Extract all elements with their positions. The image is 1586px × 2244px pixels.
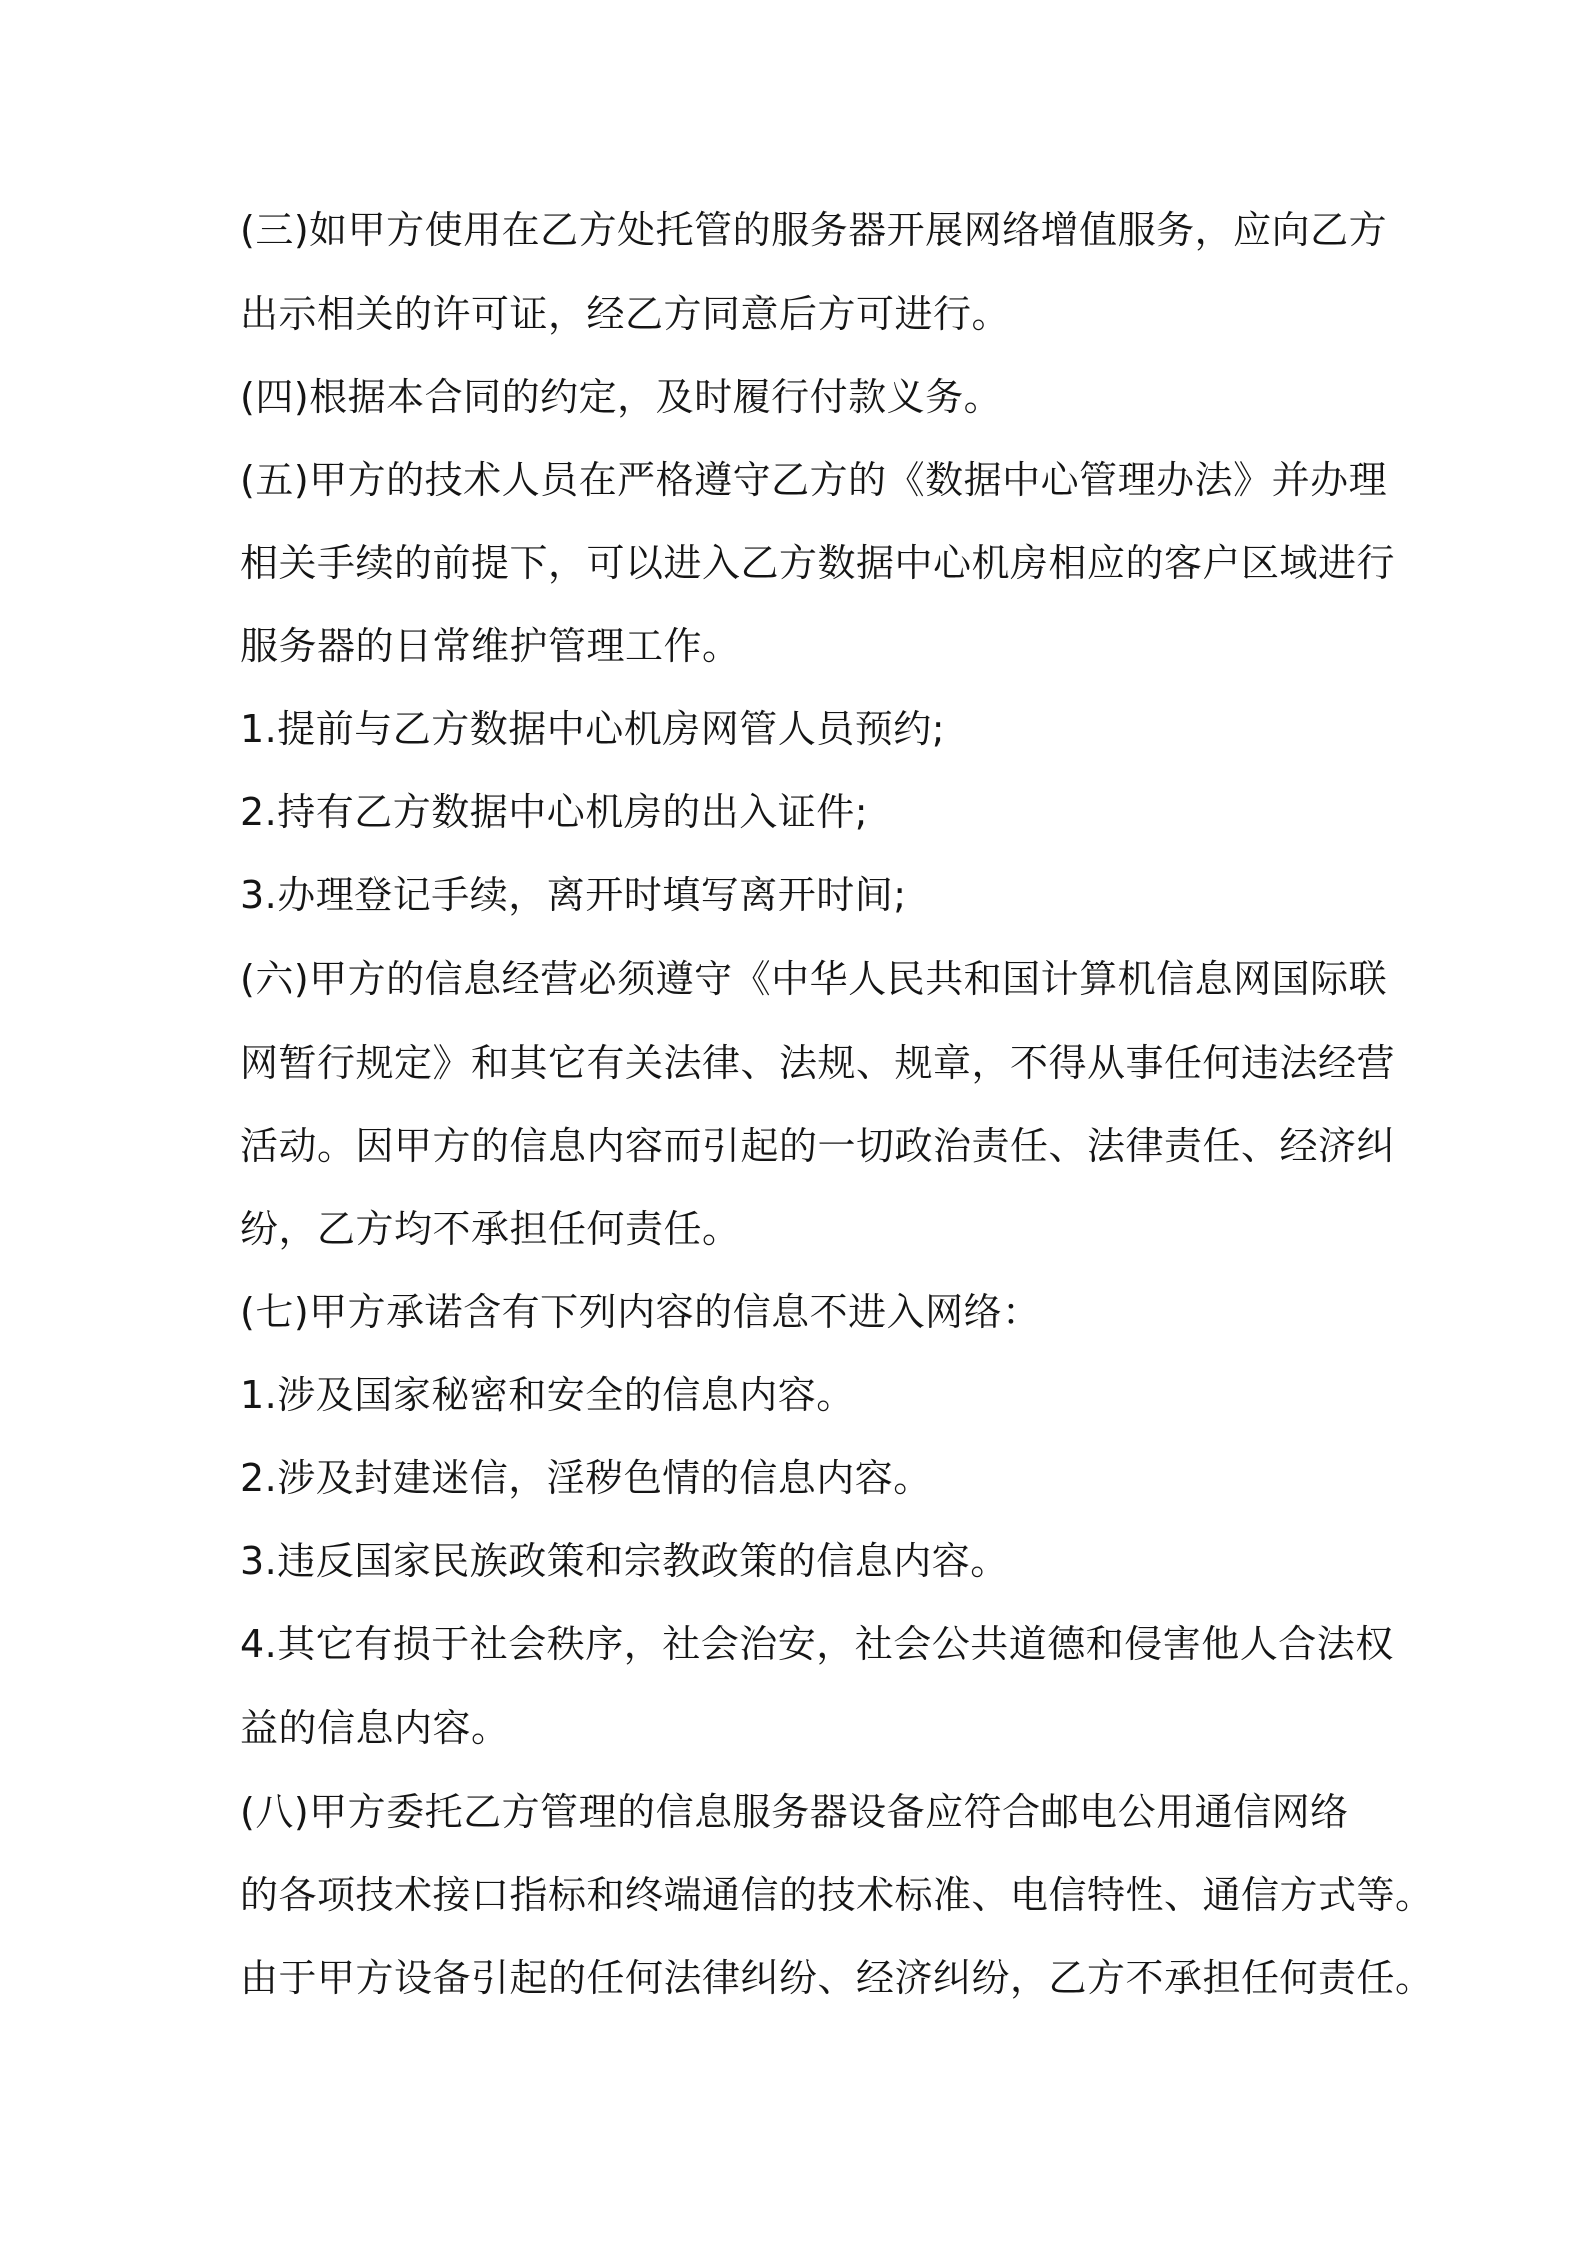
paragraph-7-line-1: (七)甲方承诺含有下列内容的信息不进入网络： bbox=[240, 1290, 1041, 1334]
list-item-5-2: 2.持有乙方数据中心机房的出入证件; bbox=[240, 790, 869, 834]
list-item-5-3: 3.办理登记手续，离开时填写离开时间; bbox=[240, 873, 907, 917]
paragraph-8-line-2: 的各项技术接口指标和终端通信的技术标准、电信特性、通信方式等。 bbox=[240, 1873, 1434, 1917]
document-page bbox=[240, 0, 1434, 2244]
paragraph-5-line-2: 相关手续的前提下，可以进入乙方数据中心机房相应的客户区域进行 bbox=[240, 541, 1396, 585]
list-item-7-2: 2.涉及封建迷信，淫秽色情的信息内容。 bbox=[240, 1456, 932, 1500]
list-item-7-3: 3.违反国家民族政策和宗教政策的信息内容。 bbox=[240, 1539, 1009, 1583]
paragraph-3-line-2: 出示相关的许可证，经乙方同意后方可进行。 bbox=[240, 292, 1011, 336]
paragraph-8-line-1: (八)甲方委托乙方管理的信息服务器设备应符合邮电公用通信网络 bbox=[240, 1790, 1349, 1834]
paragraph-6-line-3: 活动。因甲方的信息内容而引起的一切政治责任、法律责任、经济纠 bbox=[240, 1124, 1396, 1168]
list-item-7-1: 1.涉及国家秘密和安全的信息内容。 bbox=[240, 1373, 855, 1417]
paragraph-6-line-2: 网暂行规定》和其它有关法律、法规、规章，不得从事任何违法经营 bbox=[240, 1041, 1396, 1085]
list-item-7-4-line-1: 4.其它有损于社会秩序，社会治安，社会公共道德和侵害他人合法权 bbox=[240, 1622, 1394, 1666]
paragraph-3-line-1: (三)如甲方使用在乙方处托管的服务器开展网络增值服务，应向乙方 bbox=[240, 208, 1388, 252]
list-item-7-4-line-2: 益的信息内容。 bbox=[240, 1706, 510, 1750]
paragraph-5-line-1: (五)甲方的技术人员在严格遵守乙方的《数据中心管理办法》并办理 bbox=[240, 458, 1388, 502]
paragraph-5-line-3: 服务器的日常维护管理工作。 bbox=[240, 624, 741, 668]
paragraph-4-line-1: (四)根据本合同的约定，及时履行付款义务。 bbox=[240, 375, 1003, 419]
paragraph-8-line-3: 由于甲方设备引起的任何法律纠纷、经济纠纷，乙方不承担任何责任。 bbox=[240, 1956, 1434, 2000]
list-item-5-1: 1.提前与乙方数据中心机房网管人员预约; bbox=[240, 707, 946, 751]
paragraph-6-line-1: (六)甲方的信息经营必须遵守《中华人民共和国计算机信息网国际联 bbox=[240, 957, 1388, 1001]
paragraph-6-line-4: 纷，乙方均不承担任何责任。 bbox=[240, 1207, 741, 1251]
